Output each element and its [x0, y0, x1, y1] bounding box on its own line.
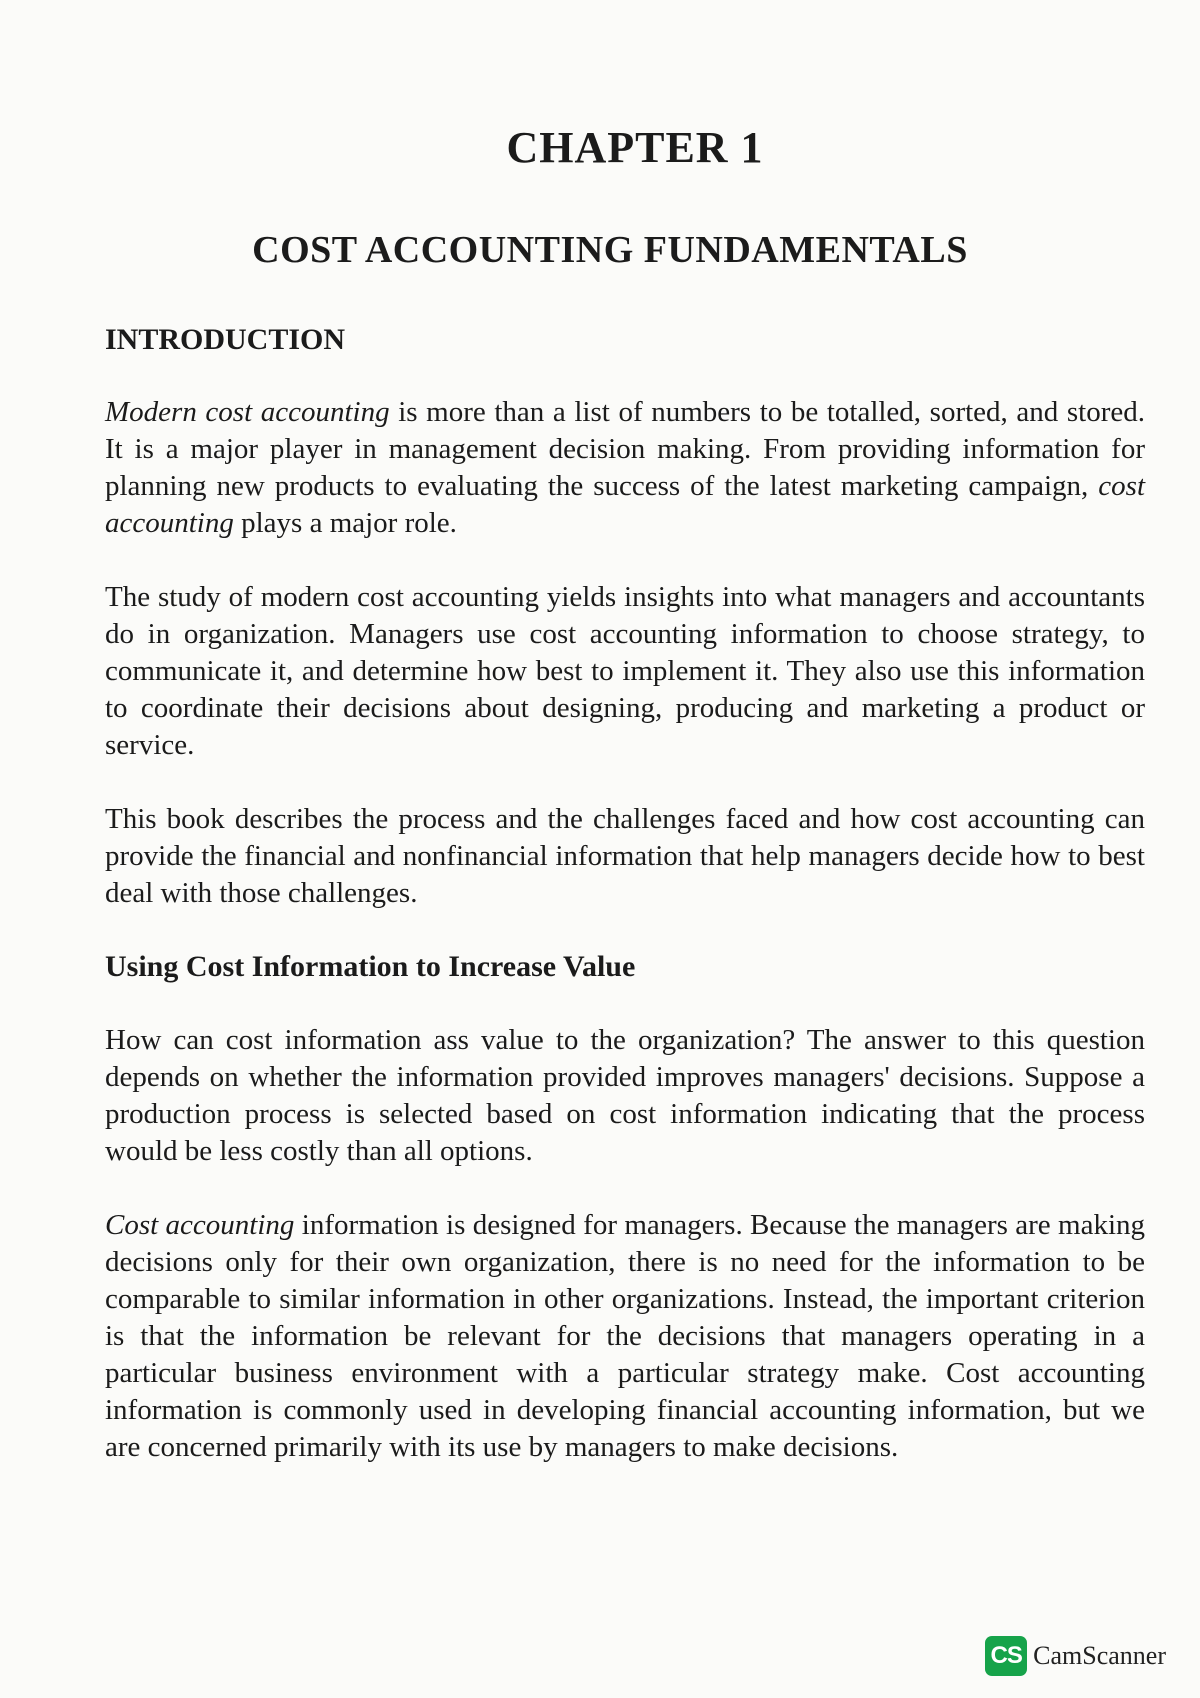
paragraph-cost-value: How can cost information ass value to the organization? The answer to this question depends on whether the information provided improves managers' decisions. Suppose a production process is selected based on cost information indicating that the process would be less costly than all options.: [105, 1024, 1145, 1167]
emphasis-text: Modern cost accounting: [105, 396, 390, 428]
chapter-label: CHAPTER 1: [506, 123, 764, 172]
chapter-title: COST ACCOUNTING FUNDAMENTALS: [252, 229, 968, 271]
paragraph-text: is more than a list of numbers to be totalled, sorted, and stored. It is a major player in management decision making. From providing information for planning new products to evaluating the success of the latest marketing campaign,: [105, 396, 1145, 502]
paragraph-text: information is designed for managers. Because the managers are making decisions only for their own organization, there is no need for the information to be comparable to similar information in other organizations. Instead, the important criterion is that the information be relevant for the decisions that managers operating in a particular business environment with a particular strategy make. Cost accounting information is commonly used in developing financial accounting information, but we are concerned primarily with its use by managers to make decisions.: [105, 1209, 1145, 1463]
camscanner-logo-icon: CS: [985, 1636, 1027, 1676]
using-cost-information-heading: Using Cost Information to Increase Value: [105, 950, 636, 983]
paragraph-book-describes: This book describes the process and the challenges faced and how cost accounting can provide the financial and nonfinancial information that help managers decide how to best deal with those challenges.: [105, 803, 1145, 909]
camscanner-watermark: [985, 1636, 1166, 1676]
introduction-heading: INTRODUCTION: [105, 323, 346, 356]
paragraph-modern-cost-accounting: [105, 394, 1145, 542]
paragraph-cost-accounting-managers: [105, 1207, 1145, 1466]
paragraph-study: The study of modern cost accounting yields insights into what managers and accountants do in organization. Managers use cost accounting information to choose strategy, to communicate it, and determine how best to implement it. They also use this information to coordinate their decisions about designing, producing and marketing a product or service.: [105, 581, 1145, 761]
emphasis-text: cost accounting: [105, 470, 1145, 539]
emphasis-text: Cost accounting: [105, 1209, 295, 1241]
document-body: [105, 322, 1145, 1466]
paragraph-text: plays a major role.: [233, 507, 457, 539]
camscanner-brand-text: CamScanner: [1033, 1641, 1166, 1670]
